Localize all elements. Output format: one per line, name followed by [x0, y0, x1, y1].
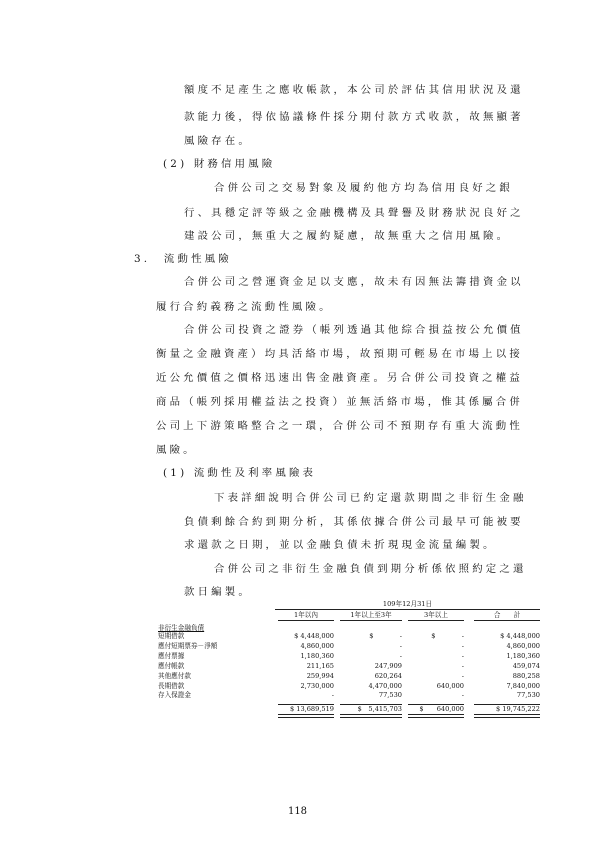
- column-header: 1年以內: [294, 611, 318, 619]
- column-header: 合 計: [493, 611, 521, 619]
- body-text-line: 近公允價值之價格迅速出售金融資產。另合併公司投資之權益: [156, 372, 523, 384]
- column-rule: [408, 620, 464, 621]
- row-label: 應付票據: [158, 651, 185, 660]
- total-double-rule: [474, 714, 540, 718]
- body-text-line: 合併公司之交易對象及履約他方均為信用良好之銀: [214, 182, 513, 194]
- total-cell: $ 19,745,222: [495, 705, 540, 713]
- column-rule: [340, 620, 402, 621]
- table-cell: 259,994: [306, 671, 334, 680]
- table-cell: -: [399, 641, 402, 650]
- total-double-rule: [278, 714, 334, 718]
- body-text-line: 履行合約義務之流動性風險。: [156, 301, 333, 313]
- table-cell: -: [461, 641, 464, 650]
- column-header: 1年以上至3年: [350, 611, 392, 619]
- total-double-rule: [408, 714, 464, 718]
- table-cell: 7,840,000: [506, 681, 540, 690]
- table-cell: 4,470,000: [368, 681, 402, 690]
- body-text-line: 負債剩餘合約到期分析，其係依據合併公司最早可能被要: [184, 516, 524, 528]
- table-cell: 620,264: [374, 671, 402, 680]
- table-cell: 77,530: [516, 691, 540, 700]
- table-cell: 77,530: [378, 691, 402, 700]
- header-rule: [275, 609, 540, 610]
- table-cell: 4,860,000: [506, 641, 540, 650]
- body-text-line: 行、具穩定評等級之金融機構及具聲譽及財務狀況良好之: [184, 207, 524, 219]
- body-text-line: 合併公司之非衍生金融負債到期分析係依照約定之還: [214, 563, 527, 575]
- body-text-line: 衡量之金融資產）均具活絡市場，故預期可輕易在市場上以接: [156, 348, 523, 360]
- table-cell: 211,165: [306, 661, 334, 670]
- row-label: 其他應付款: [158, 671, 191, 680]
- table-cell: 640,000: [436, 681, 464, 690]
- table-cell: -: [331, 691, 334, 700]
- section-label: 非衍生金融負債: [158, 624, 205, 632]
- row-label: 應付帳款: [158, 661, 185, 670]
- table-cell: $ -: [369, 632, 402, 640]
- table-cell: 880,258: [512, 671, 540, 680]
- body-text-line: 合併公司之營運資金足以支應，故未有因無法籌措資金以: [184, 276, 524, 288]
- total-double-rule: [340, 714, 402, 718]
- table-cell: $ 4,448,000: [294, 632, 334, 640]
- table-cell: 247,909: [374, 661, 402, 670]
- table-cell: -: [461, 671, 464, 680]
- subsection-heading: (2) 財務信用風險: [163, 158, 276, 170]
- row-label: 長期借款: [158, 681, 185, 690]
- table-cell: $ -: [431, 632, 464, 640]
- column-rule: [474, 620, 540, 621]
- body-text-line: 公司上下游策略整合之一環，合併公司不預期存有重大流動性: [156, 420, 523, 432]
- total-cell: $ 13,689,519: [289, 705, 334, 713]
- row-label: 短期借款: [158, 632, 185, 640]
- section-heading: 3. 流動性風險: [134, 253, 232, 265]
- table-cell: $ 4,448,000: [500, 632, 540, 640]
- table-cell: -: [399, 651, 402, 660]
- body-text-line: 款能力後，得依協議條件採分期付款方式收款，故無顯著: [184, 111, 524, 123]
- subsection-heading: (1) 流動性及利率風險表: [163, 467, 317, 479]
- body-text-line: 風險。: [156, 444, 197, 456]
- table-cell: -: [461, 651, 464, 660]
- body-text-line: 建設公司，無重大之履約疑慮，故無重大之信用風險。: [184, 230, 511, 242]
- column-rule: [278, 620, 334, 621]
- body-text-line: 額度不足產生之應收帳款，本公司於評估其信用狀況及還: [184, 84, 524, 96]
- table-cell: 1,180,360: [506, 651, 540, 660]
- body-text-line: 下表詳細說明合併公司已約定還款期間之非衍生金融: [214, 492, 527, 504]
- table-cell: 4,860,000: [300, 641, 334, 650]
- body-text-line: 求還款之日期，並以金融負債未折現現金流量編製。: [184, 539, 497, 551]
- table-cell: -: [461, 661, 464, 670]
- table-cell: 2,730,000: [300, 681, 334, 690]
- table-cell: 459,074: [512, 661, 540, 670]
- column-header: 3年以上: [424, 611, 448, 619]
- table-date-header: 109年12月31日: [382, 600, 433, 608]
- body-text-line: 款日編製。: [184, 586, 252, 598]
- row-label: 應付短期票券－淨額: [158, 641, 218, 650]
- total-cell: $ 5,415,703: [357, 705, 402, 713]
- row-label: 存入保證金: [158, 691, 191, 700]
- total-cell: $ 640,000: [419, 705, 464, 713]
- body-text-line: 風險存在。: [184, 135, 252, 147]
- table-cell: 1,180,360: [300, 651, 334, 660]
- table-cell: -: [461, 691, 464, 700]
- body-text-line: 商品（帳列採用權益法之投資）並無活絡市場，惟其係屬合併: [156, 396, 523, 408]
- page-number: 118: [287, 806, 308, 817]
- body-text-line: 合併公司投資之證券（帳列透過其他綜合損益按公允價值: [184, 324, 524, 336]
